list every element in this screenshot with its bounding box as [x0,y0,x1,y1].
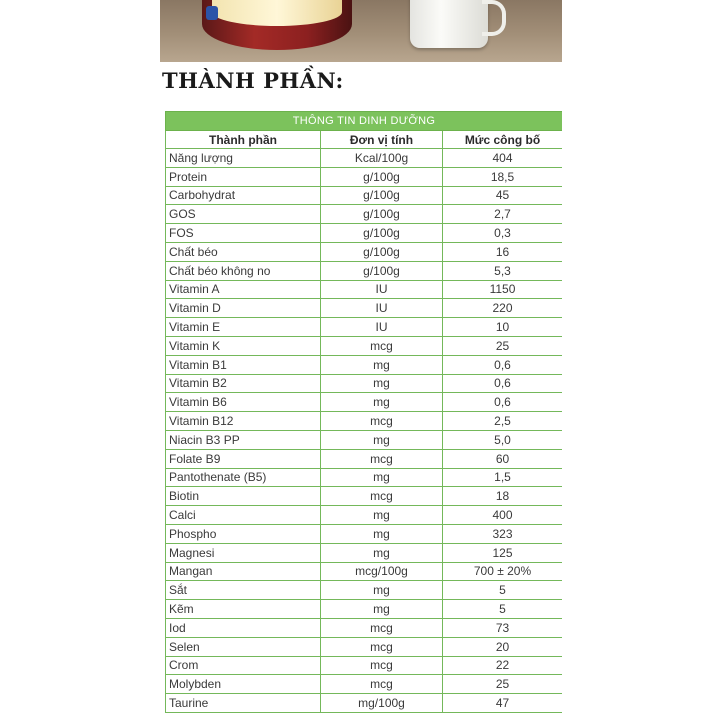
ingredient-cell: Vitamin K [166,336,321,355]
table-row [166,318,563,337]
unit-cell: mg [321,468,443,487]
unit-cell: IU [321,299,443,318]
value-cell: 16 [443,242,563,261]
unit-cell: g/100g [321,167,443,186]
table-row [166,618,563,637]
can-badge-image [206,6,218,20]
value-cell: 73 [443,618,563,637]
table-row [166,656,563,675]
ingredient-cell: Năng lượng [166,149,321,168]
ingredient-cell: Crom [166,656,321,675]
ingredient-cell: FOS [166,224,321,243]
table-row [166,280,563,299]
unit-cell: g/100g [321,186,443,205]
table-row [166,468,563,487]
value-cell: 0,6 [443,355,563,374]
value-cell: 47 [443,694,563,713]
value-cell: 2,5 [443,412,563,431]
unit-cell: mcg [321,637,443,656]
milk-glass-image [410,0,488,48]
table-row [166,224,563,243]
unit-cell: g/100g [321,224,443,243]
value-cell: 0,3 [443,224,563,243]
table-row [166,524,563,543]
ingredient-cell: Phospho [166,524,321,543]
ingredient-cell: Selen [166,637,321,656]
value-cell: 323 [443,524,563,543]
ingredient-cell: Chất béo [166,242,321,261]
table-body [166,149,563,713]
table-row [166,637,563,656]
value-cell: 5 [443,600,563,619]
table-row [166,430,563,449]
unit-cell: mcg [321,656,443,675]
table-row [166,393,563,412]
table-row [166,675,563,694]
ingredient-cell: Chất béo không no [166,261,321,280]
table-row [166,543,563,562]
value-cell: 0,6 [443,393,563,412]
ingredient-cell: Vitamin B1 [166,355,321,374]
ingredient-cell: Pantothenate (B5) [166,468,321,487]
ingredient-cell: Vitamin B6 [166,393,321,412]
value-cell: 404 [443,149,563,168]
value-cell: 60 [443,449,563,468]
unit-cell: mg [321,524,443,543]
unit-cell: mcg [321,336,443,355]
product-photo [160,0,562,62]
ingredient-cell: Taurine [166,694,321,713]
table-row [166,374,563,393]
unit-cell: mg/100g [321,694,443,713]
value-cell: 125 [443,543,563,562]
nutrition-table-wrapper [165,111,562,713]
ingredient-cell: Iod [166,618,321,637]
unit-cell: mcg/100g [321,562,443,581]
table-row [166,506,563,525]
value-cell: 45 [443,186,563,205]
table-row [166,186,563,205]
value-cell: 220 [443,299,563,318]
table-row [166,600,563,619]
value-cell: 10 [443,318,563,337]
table-row [166,261,563,280]
table-row [166,167,563,186]
value-cell: 5,3 [443,261,563,280]
value-cell: 2,7 [443,205,563,224]
value-cell: 1,5 [443,468,563,487]
ingredient-cell: Calci [166,506,321,525]
unit-cell: g/100g [321,242,443,261]
ingredient-cell: Vitamin A [166,280,321,299]
unit-cell: mg [321,374,443,393]
unit-cell: IU [321,318,443,337]
unit-cell: mg [321,543,443,562]
ingredient-cell: Folate B9 [166,449,321,468]
unit-cell: mcg [321,412,443,431]
ingredient-cell: Vitamin E [166,318,321,337]
unit-cell: g/100g [321,205,443,224]
product-page [160,0,562,720]
ingredient-cell: Mangan [166,562,321,581]
ingredient-cell: Vitamin B2 [166,374,321,393]
table-row [166,581,563,600]
value-cell: 18,5 [443,167,563,186]
table-row [166,412,563,431]
ingredient-cell: Molybden [166,675,321,694]
table-row [166,299,563,318]
unit-cell: mg [321,393,443,412]
unit-cell: g/100g [321,261,443,280]
table-row [166,149,563,168]
table-row [166,694,563,713]
column-header-unit: Đơn vị tính [321,131,443,149]
unit-cell: IU [321,280,443,299]
table-row [166,205,563,224]
ingredient-cell: Vitamin B12 [166,412,321,431]
ingredient-cell: Biotin [166,487,321,506]
unit-cell: mcg [321,675,443,694]
unit-cell: mg [321,600,443,619]
ingredient-cell: Niacin B3 PP [166,430,321,449]
unit-cell: mg [321,581,443,600]
value-cell: 400 [443,506,563,525]
nutrition-table [165,111,562,713]
value-cell: 5,0 [443,430,563,449]
ingredient-cell: Vitamin D [166,299,321,318]
ingredient-cell: GOS [166,205,321,224]
table-row [166,487,563,506]
unit-cell: mcg [321,487,443,506]
value-cell: 22 [443,656,563,675]
ingredient-cell: Carbohydrat [166,186,321,205]
value-cell: 20 [443,637,563,656]
unit-cell: Kcal/100g [321,149,443,168]
table-row [166,336,563,355]
value-cell: 5 [443,581,563,600]
value-cell: 25 [443,675,563,694]
glass-handle-image [482,0,506,36]
unit-cell: mg [321,506,443,525]
section-heading: THÀNH PHẦN: [162,68,344,93]
table-row [166,562,563,581]
column-header-value: Mức công bố [443,131,563,149]
column-header-ingredient: Thành phần [166,131,321,149]
unit-cell: mcg [321,449,443,468]
value-cell: 700 ± 20% [443,562,563,581]
unit-cell: mcg [321,618,443,637]
unit-cell: mg [321,355,443,374]
ingredient-cell: Protein [166,167,321,186]
value-cell: 18 [443,487,563,506]
unit-cell: mg [321,430,443,449]
value-cell: 25 [443,336,563,355]
ingredient-cell: Sắt [166,581,321,600]
value-cell: 0,6 [443,374,563,393]
table-row [166,355,563,374]
ingredient-cell: Kẽm [166,600,321,619]
table-row [166,242,563,261]
table-caption: THÔNG TIN DINH DƯỠNG [166,112,563,131]
ingredient-cell: Magnesi [166,543,321,562]
table-row [166,449,563,468]
value-cell: 1150 [443,280,563,299]
